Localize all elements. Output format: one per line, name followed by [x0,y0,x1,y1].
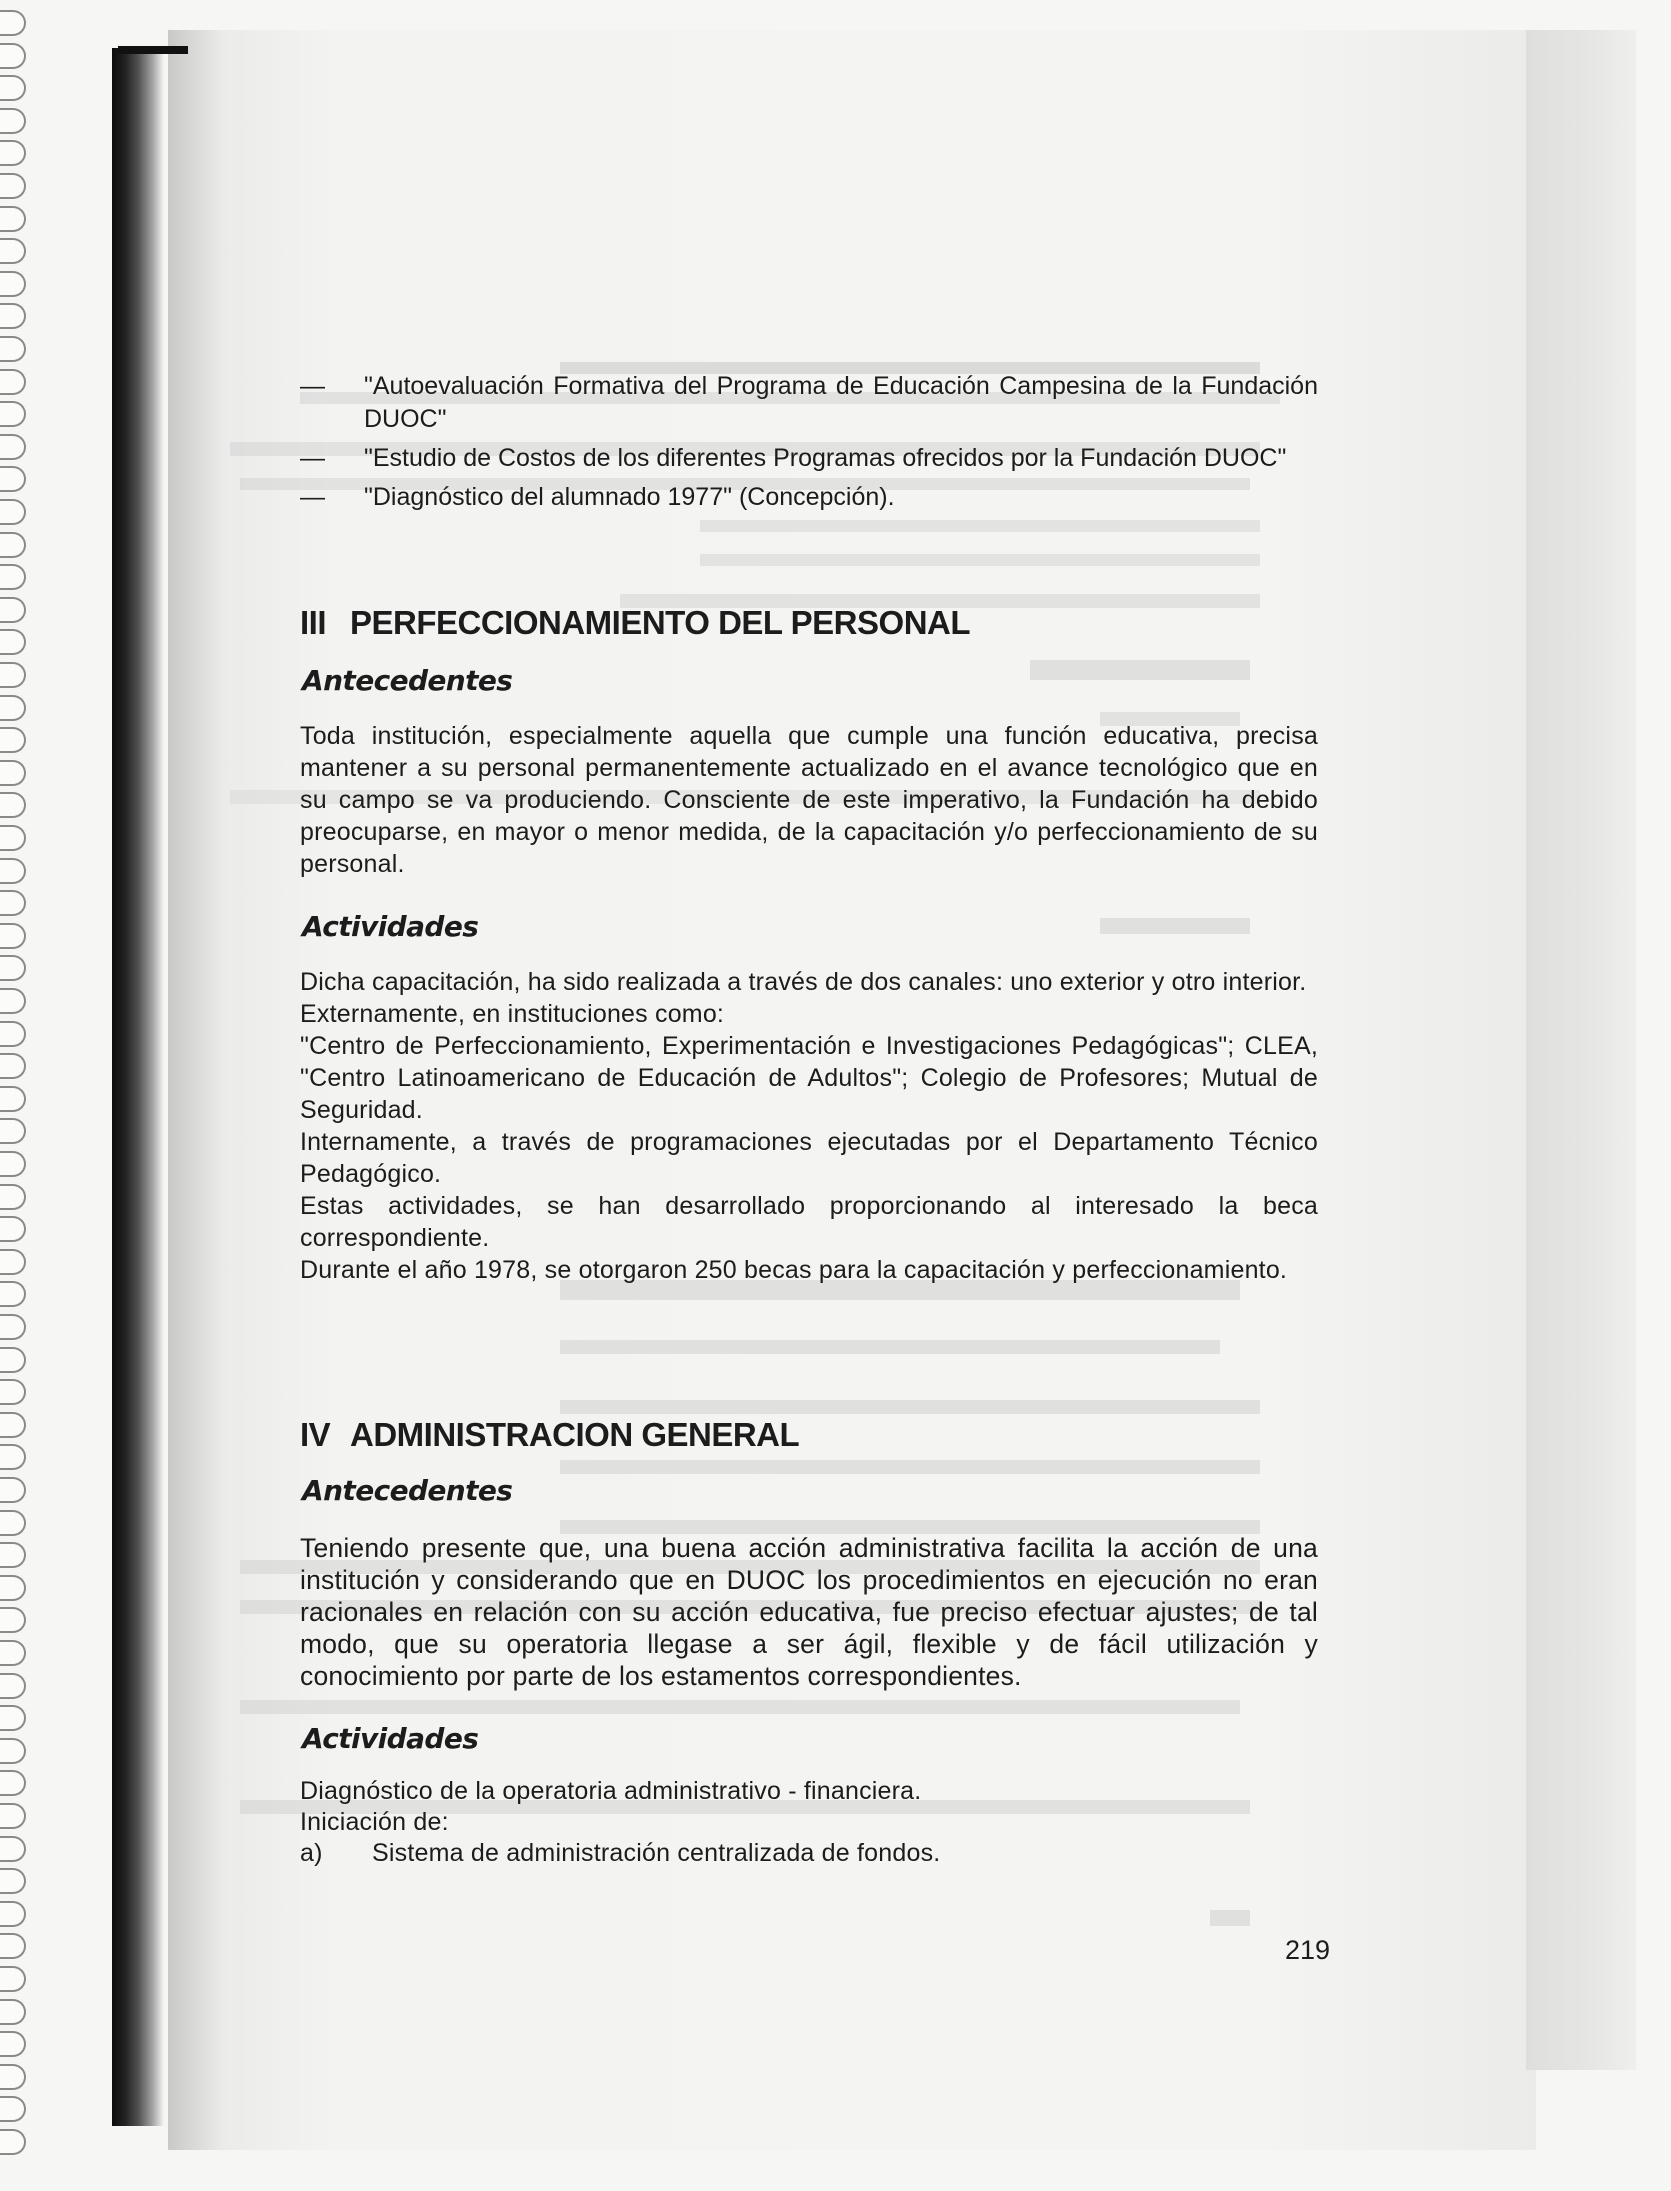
section-4-actividades-heading: Actividades [302,1722,479,1755]
section-3-antecedentes-text [300,720,1318,880]
paragraph: Iniciación de: [300,1808,449,1836]
binding-spine-top [118,46,188,54]
list-dash: — [300,444,325,472]
studies-list [300,370,1318,514]
list-marker: a) [300,1839,323,1867]
binding-hole [0,1575,26,1601]
binding-hole [0,1803,26,1829]
binding-hole [0,271,26,297]
binding-hole [0,1053,26,1079]
binding-hole [0,532,26,558]
section-4-heading [300,1416,799,1454]
binding-hole [0,792,26,818]
binding-hole [0,1542,26,1568]
binding-hole [0,303,26,329]
binding-hole [0,1021,26,1047]
list-dash: — [300,372,325,400]
binding-hole [0,2031,26,2057]
binding-hole [0,466,26,492]
list-item [300,481,1318,514]
binding-hole [0,955,26,981]
binding-hole [0,597,26,623]
binding-hole [0,1510,26,1536]
binding-hole [0,2064,26,2090]
binding-hole [0,499,26,525]
binding-hole [0,1477,26,1503]
binding-holes [0,10,40,2180]
section-3-actividades-text [300,966,1318,1286]
section-3-heading [300,604,970,642]
binding-hole [0,75,26,101]
binding-hole [0,1151,26,1177]
paragraph: Dicha capacitación, ha sido realizada a través de dos canales: uno exterior y otro interior. [300,968,1307,996]
binding-hole [0,1347,26,1373]
binding-hole [0,2129,26,2155]
binding-hole [0,401,26,427]
paragraph: Internamente, a través de programaciones ejecutadas por el Departamento Técnico Pedagógico. [300,1128,1318,1188]
list-item-text: "Estudio de Costos de los diferentes Programas ofrecidos por la Fundación DUOC" [364,444,1287,472]
binding-hole [0,988,26,1014]
binding-hole [0,206,26,232]
section-3-antecedentes-heading: Antecedentes [302,664,513,697]
binding-hole [0,1705,26,1731]
section-4-antecedentes-text [300,1532,1318,1692]
binding-hole [0,1738,26,1764]
binding-hole [0,662,26,688]
list-item-text: Sistema de administración centralizada de fondos. [372,1839,941,1867]
section-4-number: IV [300,1416,331,1453]
binding-hole [0,140,26,166]
binding-hole [0,1640,26,1666]
section-4-antecedentes-heading: Antecedentes [302,1474,513,1507]
binding-hole [0,629,26,655]
binding-hole [0,1901,26,1927]
binding-hole [0,369,26,395]
binding-hole [0,43,26,69]
binding-hole [0,1249,26,1275]
binding-hole [0,108,26,134]
binding-hole [0,1379,26,1405]
list-item [300,1838,1318,1869]
paragraph: Teniendo presente que, una buena acción administrativa facilita la acción de una institución y considerando que en DUOC los procedimientos en ejecución no eran racionales en relación con su acción educativa, fue preciso efectuar ajustes; de tal modo, que su operatoria llegase a ser ágil, flexible y de fácil utilización y conocimiento por parte de los estamentos correspondientes. [300,1533,1318,1691]
section-4-actividades-text [300,1776,1318,1869]
binding-hole [0,336,26,362]
binding-hole [0,1673,26,1699]
binding-hole [0,1314,26,1340]
binding-hole [0,1836,26,1862]
binding-hole [0,1966,26,1992]
section-3-number: III [300,604,327,641]
list-item [300,442,1318,475]
binding-hole [0,1086,26,1112]
binding-hole [0,10,26,36]
binding-hole [0,564,26,590]
paragraph: Toda institución, especialmente aquella que cumple una función educativa, precisa mantener a su personal permanentemente actualizado en el avance tecnológico que en su campo se va produciendo. Consciente de este imperativo, la Fundación ha debido preocuparse, en mayor o menor medida, de la capacitación y/o perfeccionamiento de su personal. [300,722,1318,878]
binding-hole [0,1412,26,1438]
binding-hole [0,727,26,753]
paragraph: Estas actividades, se han desarrollado proporcionando al interesado la beca correspondiente. [300,1192,1318,1252]
binding-hole [0,1999,26,2025]
binding-hole [0,238,26,264]
binding-hole [0,1184,26,1210]
binding-hole [0,2096,26,2122]
binding-hole [0,173,26,199]
binding-hole [0,1933,26,1959]
binding-hole [0,1444,26,1470]
binding-hole [0,890,26,916]
binding-hole [0,1281,26,1307]
binding-hole [0,1216,26,1242]
binding-hole [0,923,26,949]
binding-hole [0,1770,26,1796]
page-number: 219 [1285,1935,1331,1965]
binding-hole [0,760,26,786]
paragraph: Externamente, en instituciones como: [300,1000,725,1028]
paragraph: Durante el año 1978, se otorgaron 250 becas para la capacitación y perfeccionamiento. [300,1256,1288,1284]
paragraph: "Centro de Perfeccionamiento, Experimentación e Investigaciones Pedagógicas"; CLEA, "Centro Latinoamericano de Educación de Adultos"; Colegio de Profesores; Mutual de Seguridad. [300,1032,1318,1124]
binding-hole [0,1868,26,1894]
binding-hole [0,1118,26,1144]
binding-spine-shadow [112,48,164,2126]
list-item [300,370,1318,436]
list-item-text: "Autoevaluación Formativa del Programa de Educación Campesina de la Fundación DUOC" [364,372,1318,433]
binding-hole [0,695,26,721]
paragraph: Diagnóstico de la operatoria administrativo - financiera. [300,1777,922,1805]
binding-hole [0,1607,26,1633]
list-dash: — [300,483,325,511]
section-3-title: PERFECCIONAMIENTO DEL PERSONAL [350,604,971,641]
list-item-text: "Diagnóstico del alumnado 1977" (Concepción). [364,483,895,511]
page-edge-shadow [1526,30,1636,2070]
section-4-title: ADMINISTRACION GENERAL [350,1416,800,1453]
section-3-actividades-heading: Actividades [302,910,479,943]
binding-hole [0,825,26,851]
binding-hole [0,434,26,460]
binding-hole [0,858,26,884]
